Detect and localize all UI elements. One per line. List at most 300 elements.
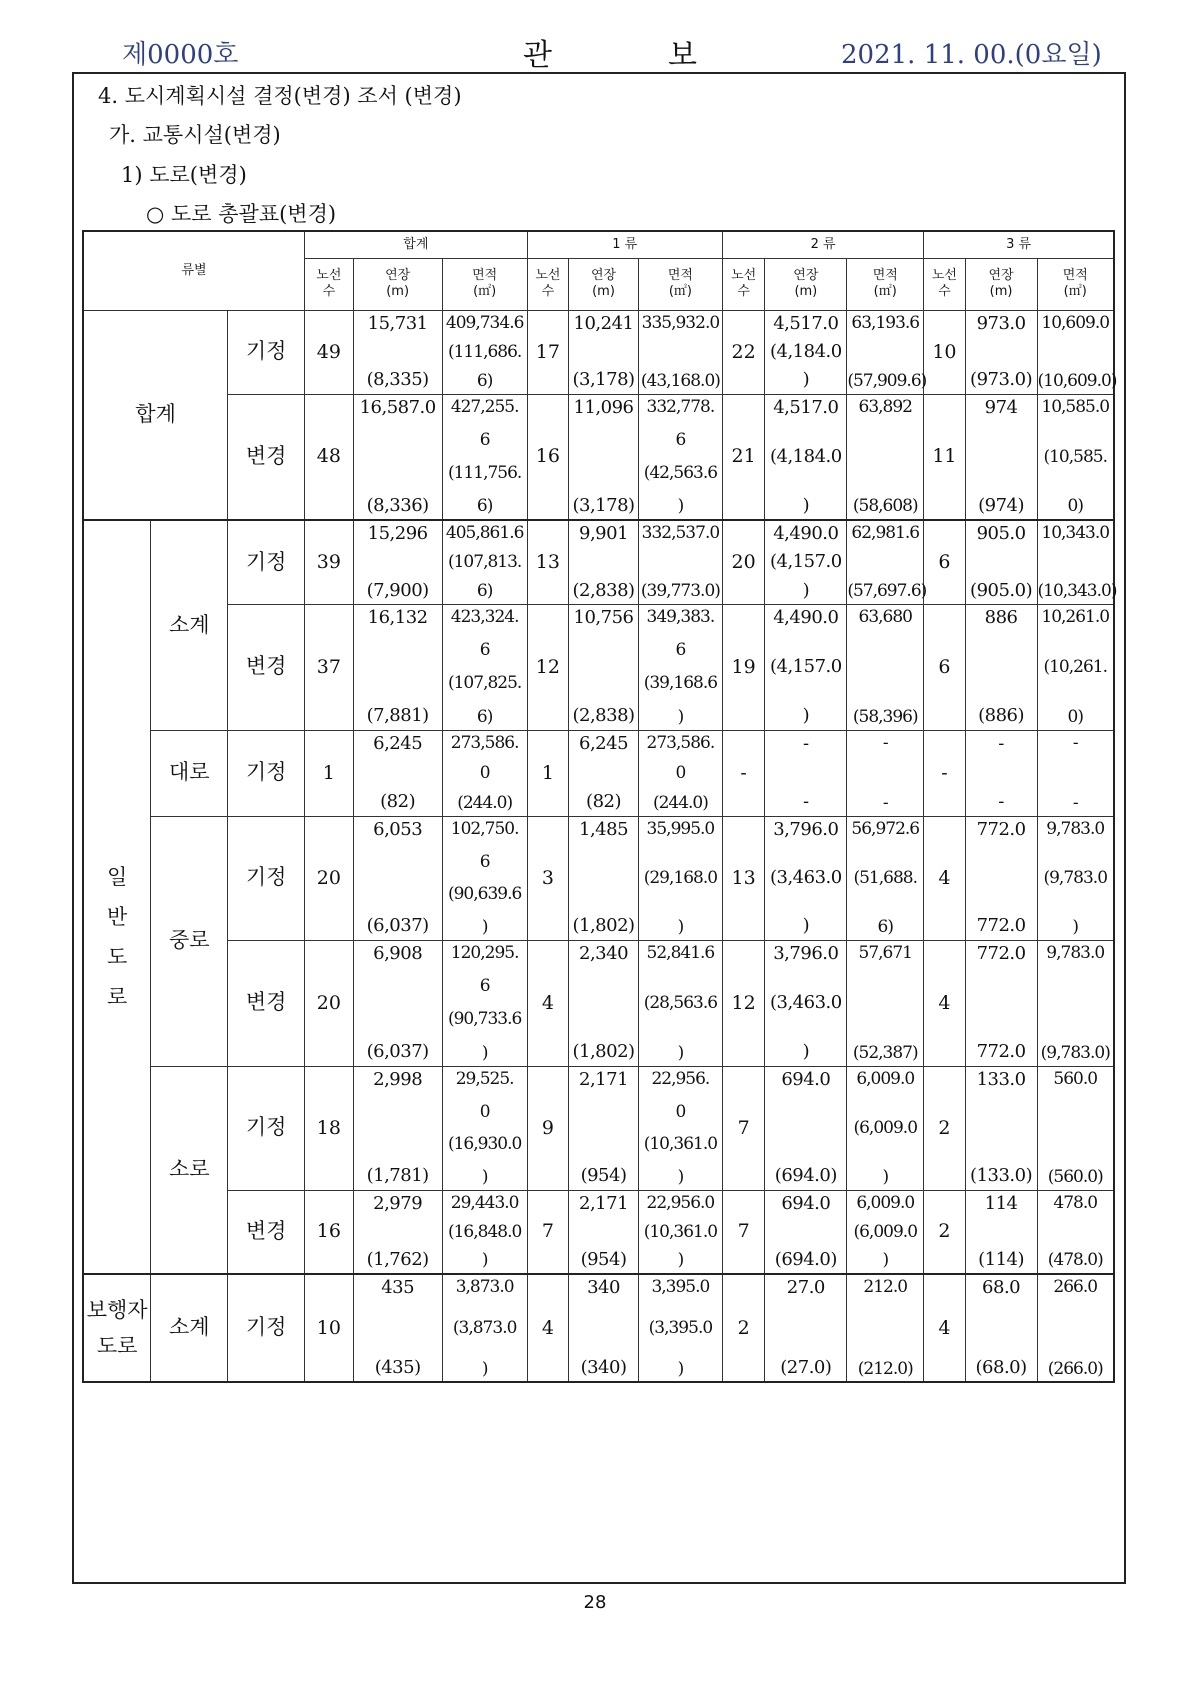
cell-line: (16,930.0 (447, 1134, 522, 1155)
length-cell (965, 940, 1037, 1066)
cell-line: 6 (479, 976, 490, 997)
category-pedestrian-road (83, 1274, 151, 1382)
cell-line: (9,783.0) (1040, 1042, 1110, 1063)
sub-header-total-area (442, 258, 527, 310)
cell-line: 2,979 (373, 1192, 423, 1214)
cell-line: 7 (737, 1116, 750, 1139)
area-cell (847, 730, 924, 816)
length-cell (965, 394, 1037, 520)
cell-line: 427,255. (450, 396, 519, 417)
sub-header-line: (㎡) (473, 284, 497, 299)
cell-line: - (803, 791, 809, 813)
cell-line: 4 (541, 991, 554, 1014)
cell-line: 12 (535, 655, 560, 678)
cell-line: ) (802, 1041, 810, 1063)
sub-header-line: 연장 (793, 267, 819, 283)
sub-header-class3-length (965, 258, 1037, 310)
route-count-cell (722, 604, 764, 730)
cell-line: (6,037) (366, 915, 429, 937)
area-cell (847, 1274, 924, 1382)
area-cell (847, 1066, 924, 1190)
cell-line: (1,802) (572, 915, 635, 937)
cell-line: 12 (731, 991, 756, 1014)
cell-line: (8,336) (366, 495, 429, 517)
cell-line: 694.0 (781, 1069, 831, 1090)
cell-line: (6,037) (366, 1041, 429, 1063)
cell-line: 20 (731, 550, 756, 573)
cell-line: (1,781) (366, 1165, 429, 1187)
category-general-road (83, 520, 151, 1274)
area-cell (442, 1190, 527, 1274)
cell-line: (4,157.0 (769, 656, 842, 678)
length-cell (353, 310, 442, 394)
length-cell (569, 604, 639, 730)
cell-line: 349,383. (646, 607, 715, 627)
row-kind-label: 기정 (228, 1274, 305, 1382)
sub-header-line: 면적 (1062, 267, 1088, 283)
row-kind-label: 기정 (228, 310, 305, 394)
cell-line: ) (481, 1250, 488, 1271)
length-cell (353, 604, 442, 730)
cell-line: 15,731 (367, 313, 428, 334)
cell-line: 10,609.0 (1041, 313, 1110, 333)
cell-line: 22,956.0 (646, 1192, 715, 1213)
area-cell (442, 1274, 527, 1382)
route-count-cell (924, 1066, 965, 1190)
cell-line: (111,756. (447, 463, 522, 484)
sub-header-line: 면적 (667, 267, 693, 283)
area-cell (442, 394, 527, 520)
cell-line: (1,762) (366, 1249, 429, 1271)
cell-line: 3,796.0 (773, 819, 839, 840)
cell-line: 9,901 (579, 523, 629, 545)
heading-section-4: 4. 도시계획시설 결정(변경) 조서 (변경) (98, 84, 462, 108)
cell-line: 15,296 (367, 523, 428, 545)
cell-line: ) (481, 916, 488, 937)
cell-line: 2,998 (373, 1069, 423, 1090)
table-row (83, 310, 1114, 394)
area-cell (1037, 394, 1114, 520)
route-count-cell (527, 730, 568, 816)
cell-line: (42,563.6 (643, 463, 718, 484)
cell-line: 772.0 (976, 819, 1026, 840)
sub-header-line: (m) (794, 284, 818, 299)
cell-line: (905.0) (970, 579, 1033, 601)
length-cell (765, 1066, 847, 1190)
sub-header-line: 수 (541, 284, 555, 299)
cell-line: 6 (938, 550, 951, 573)
cell-line: (244.0) (652, 792, 708, 813)
table-row (83, 1274, 1114, 1382)
route-count-cell (722, 1066, 764, 1190)
cell-line: 6) (476, 370, 493, 391)
cell-line: 49 (316, 340, 341, 363)
cell-line: 560.0 (1053, 1069, 1098, 1089)
cell-line: 16,132 (367, 607, 428, 628)
cell-line: 9,783.0 (1046, 819, 1105, 839)
length-cell (965, 520, 1037, 604)
route-count-cell (305, 604, 354, 730)
sub-header-line: 수 (737, 284, 750, 299)
row-kind-label: 기정 (228, 520, 305, 604)
cell-line: 11,096 (573, 396, 634, 418)
route-count-cell (305, 816, 354, 940)
cell-line: - (1072, 733, 1078, 753)
cell-line: 772.0 (976, 943, 1026, 964)
cell-line: 63,680 (858, 607, 912, 627)
table-row (83, 604, 1114, 730)
cell-line: (2,838) (572, 705, 635, 727)
cell-line: 266.0 (1053, 1277, 1098, 1297)
cell-line: (340) (580, 1357, 627, 1379)
group-header-class3: 3 류 (924, 231, 1114, 258)
sub-header-line: (m) (386, 284, 410, 299)
cell-line: (4,184.0 (769, 341, 842, 363)
route-count-cell (924, 520, 965, 604)
cell-line: (107,825. (447, 673, 522, 694)
length-cell (569, 1190, 639, 1274)
route-count-cell (722, 940, 764, 1066)
cell-line: 1,485 (579, 819, 629, 840)
length-cell (353, 730, 442, 816)
cell-line: (58,396) (852, 706, 918, 727)
length-cell (353, 1190, 442, 1274)
route-count-cell (924, 1274, 965, 1382)
cell-line: ) (802, 495, 810, 517)
area-cell (442, 816, 527, 940)
cell-line: 57,671 (858, 943, 912, 963)
route-count-cell (924, 604, 965, 730)
route-count-cell (924, 730, 965, 816)
area-cell (638, 394, 722, 520)
length-cell (965, 604, 1037, 730)
cell-line: 114 (984, 1192, 1018, 1214)
area-cell (1037, 520, 1117, 604)
cell-line: ) (677, 916, 684, 937)
group-header-total: 합계 (305, 231, 528, 258)
area-cell (638, 816, 722, 940)
route-count-cell (722, 816, 764, 940)
cell-line: 10,241 (573, 313, 634, 334)
cell-line: (39,168.6 (643, 673, 718, 694)
cell-line: ) (802, 369, 810, 391)
length-cell (569, 730, 639, 816)
cell-line: 48 (316, 445, 341, 468)
cell-line: ) (677, 1250, 684, 1271)
cell-line: 13 (535, 550, 560, 573)
length-cell (765, 520, 847, 604)
length-cell (965, 310, 1037, 394)
cell-line: (9,783.0 (1043, 867, 1108, 888)
cell-line: (43,168.0) (640, 370, 720, 391)
route-count-cell (527, 1190, 568, 1274)
cell-line: 6) (476, 706, 493, 727)
sub-header-line: 연장 (590, 267, 617, 283)
route-count-cell (924, 940, 965, 1066)
category-char: 도로 (96, 1334, 138, 1358)
route-count-cell (305, 730, 354, 816)
cell-line: 332,537.0 (641, 523, 720, 544)
cell-line: 16,587.0 (359, 396, 436, 418)
cell-line: (90,639.6 (447, 884, 522, 905)
cell-line: (10,343.0) (1037, 580, 1117, 601)
length-cell (765, 1190, 847, 1274)
length-cell (569, 1066, 639, 1190)
cell-line: 6,245 (373, 733, 423, 754)
corner-label: 류별 (83, 231, 305, 310)
route-count-cell (722, 730, 764, 816)
cell-line: 1 (541, 761, 554, 784)
sub-header-line: 노선 (931, 267, 957, 283)
cell-line: (212.0) (857, 1358, 913, 1379)
length-cell (569, 940, 639, 1066)
cell-line: 16 (535, 445, 560, 468)
row-kind-label: 변경 (228, 1190, 305, 1274)
cell-line: 133.0 (976, 1069, 1026, 1090)
cell-line: ) (882, 1250, 889, 1271)
cell-line: ) (481, 1358, 488, 1379)
area-cell (638, 310, 722, 394)
area-cell (638, 730, 722, 816)
area-cell (1037, 310, 1117, 394)
cell-line: 10 (316, 1316, 341, 1339)
cell-line: ) (677, 496, 684, 517)
table-row (83, 816, 1114, 940)
cell-line: (8,335) (366, 369, 429, 391)
route-count-cell (527, 1274, 568, 1382)
road-summary-table (82, 230, 1115, 1383)
area-cell (442, 730, 527, 816)
length-cell (765, 604, 847, 730)
sub-header-class2-route-count (722, 258, 764, 310)
area-cell (442, 604, 527, 730)
area-cell (638, 520, 722, 604)
sub-header-class1-length (569, 258, 639, 310)
cell-line: 56,972.6 (851, 819, 920, 839)
cell-line: 6 (938, 655, 951, 678)
cell-line: - (882, 792, 888, 813)
cell-line: 0 (479, 762, 490, 783)
cell-line: 273,586. (646, 733, 715, 753)
cell-line: (10,361.0 (643, 1134, 718, 1155)
category-total: 합계 (83, 310, 228, 520)
length-cell (965, 730, 1037, 816)
cell-line: 7 (737, 1220, 750, 1243)
cell-line: 435 (381, 1277, 415, 1298)
cell-line: (10,361.0 (643, 1221, 718, 1242)
area-cell (638, 940, 722, 1066)
row-kind-label: 기정 (228, 1066, 305, 1190)
length-cell (569, 310, 639, 394)
cell-line: 405,861.6 (445, 523, 524, 544)
cell-line: (694.0) (774, 1249, 837, 1271)
area-cell (442, 940, 527, 1066)
area-cell (442, 1066, 527, 1190)
cell-line: 2,171 (579, 1069, 629, 1090)
cell-line: (4,184.0 (769, 445, 842, 467)
area-cell (847, 394, 924, 520)
cell-line: (4,157.0 (769, 551, 842, 573)
cell-line: (3,463.0 (769, 992, 842, 1014)
cell-line: 39 (316, 550, 341, 573)
cell-line: 13 (731, 866, 756, 889)
table-row (83, 1066, 1114, 1190)
cell-line: 9 (541, 1116, 554, 1139)
route-count-cell (305, 1190, 354, 1274)
cell-line: 3 (541, 866, 554, 889)
cell-line: 6,009.0 (856, 1069, 915, 1089)
cell-line: ) (1072, 916, 1079, 937)
cell-line: 478.0 (1053, 1192, 1098, 1213)
length-cell (965, 1190, 1037, 1274)
cell-line: (1,802) (572, 1041, 635, 1063)
route-count-cell (305, 394, 354, 520)
route-count-cell (527, 604, 568, 730)
route-count-cell (722, 520, 764, 604)
cell-line: 10 (932, 340, 957, 363)
cell-line: 694.0 (781, 1192, 831, 1214)
cell-line: 21 (731, 445, 756, 468)
length-cell (569, 1274, 639, 1382)
length-cell (353, 1274, 442, 1382)
length-cell (569, 816, 639, 940)
length-cell (965, 1066, 1037, 1190)
cell-line: 7 (541, 1220, 554, 1243)
cell-line: (954) (580, 1165, 627, 1187)
heading-road-summary: ○ 도로 총괄표(변경) (146, 202, 337, 226)
issue-date: 2021. 11. 00.(0요일) (841, 40, 1102, 70)
cell-line: (16,848.0 (447, 1221, 522, 1242)
cell-line: 4,490.0 (773, 523, 839, 545)
cell-line: (82) (586, 791, 621, 813)
area-cell (847, 604, 924, 730)
cell-line: ) (677, 706, 684, 727)
cell-line: 10,261.0 (1041, 607, 1110, 627)
cell-line: (111,686. (447, 341, 522, 362)
cell-line: 2 (938, 1116, 951, 1139)
cell-line: (133.0) (970, 1165, 1033, 1187)
route-count-cell (924, 394, 965, 520)
row-kind-label: 변경 (228, 604, 305, 730)
cell-line: 4 (541, 1316, 554, 1339)
cell-line: ) (677, 1166, 684, 1187)
length-cell (765, 816, 847, 940)
sub-header-line: 면적 (872, 267, 898, 283)
sub-header-class1-route-count (527, 258, 568, 310)
cell-line: 0 (675, 1101, 686, 1122)
row-kind-label: 변경 (228, 940, 305, 1066)
cell-line: ) (802, 705, 810, 727)
cell-line: 6 (479, 640, 490, 661)
area-cell (442, 310, 527, 394)
sub-header-line: (m) (989, 284, 1013, 299)
cell-line: 29,525. (455, 1069, 514, 1089)
route-count-cell (527, 310, 568, 394)
cell-line: (6,009.0 (853, 1221, 918, 1242)
area-cell (638, 1274, 722, 1382)
cell-line: - (740, 761, 747, 784)
cell-line: 212.0 (863, 1277, 908, 1297)
cell-line: 0 (675, 762, 686, 783)
route-count-cell (527, 816, 568, 940)
cell-line: 3,796.0 (773, 943, 839, 964)
cell-line: - (998, 791, 1004, 813)
cell-line: 4 (938, 866, 951, 889)
area-cell (1037, 940, 1114, 1066)
cell-line: 3,395.0 (651, 1277, 710, 1297)
cell-line: 19 (731, 655, 756, 678)
cell-line: 905.0 (976, 523, 1026, 545)
category-char: 반 (106, 905, 128, 929)
cell-line: (52,387) (852, 1042, 918, 1063)
length-cell (965, 1274, 1037, 1382)
sub-header-line: 노선 (535, 267, 561, 283)
category-char: 보행자 (86, 1298, 148, 1322)
cell-line: 886 (984, 607, 1018, 628)
table-row (83, 940, 1114, 1066)
cell-line: 63,892 (858, 396, 912, 417)
sub-header-total-route-count (305, 258, 354, 310)
cell-line: 3,873.0 (455, 1277, 514, 1297)
cell-line: (435) (374, 1357, 421, 1379)
cell-line: (3,178) (572, 369, 635, 391)
cell-line: 335,932.0 (641, 313, 720, 333)
sub-header-line: (㎡) (873, 284, 897, 299)
cell-line: (68.0) (975, 1357, 1027, 1379)
cell-line: 9,783.0 (1046, 943, 1105, 963)
category-char: 일 (106, 865, 128, 889)
category-char: 로 (106, 985, 128, 1009)
cell-line: (57,697.6) (847, 580, 927, 601)
area-cell (638, 1190, 722, 1274)
sub-header-line: 노선 (316, 267, 342, 283)
cell-line: (10,585. (1043, 446, 1108, 467)
cell-line: 973.0 (976, 313, 1026, 334)
route-count-cell (722, 394, 764, 520)
route-count-cell (527, 940, 568, 1066)
cell-line: 22 (731, 340, 756, 363)
cell-line: 27.0 (786, 1277, 825, 1298)
route-count-cell (924, 816, 965, 940)
sub-header-class3-area (1037, 258, 1114, 310)
cell-line: 332,778. (646, 396, 715, 417)
cell-line: 29,443.0 (450, 1192, 519, 1213)
cell-line: 17 (535, 340, 560, 363)
sub-header-line: 노선 (731, 267, 757, 283)
row-kind-label: 기정 (228, 816, 305, 940)
gazette-title-char-1: 관 (523, 38, 552, 73)
subcategory-label: 소계 (151, 1274, 228, 1382)
sub-header-class3-route-count (924, 258, 965, 310)
area-cell (1037, 730, 1114, 816)
cell-line: (2,838) (572, 579, 635, 601)
cell-line: 974 (984, 396, 1018, 418)
cell-line: (10,261. (1043, 656, 1108, 677)
cell-line: (28,563.6 (643, 992, 718, 1013)
cell-line: 10,343.0 (1041, 523, 1110, 544)
sub-header-class1-area (638, 258, 722, 310)
route-count-cell (527, 394, 568, 520)
cell-line: 6,908 (373, 943, 423, 964)
cell-line: 6) (476, 496, 493, 517)
cell-line: 37 (316, 655, 341, 678)
route-count-cell (527, 520, 568, 604)
cell-line: 772.0 (976, 1041, 1026, 1063)
cell-line: - (882, 733, 888, 753)
area-cell (638, 1066, 722, 1190)
cell-line: 35,995.0 (646, 819, 715, 839)
group-header-class2: 2 류 (722, 231, 923, 258)
